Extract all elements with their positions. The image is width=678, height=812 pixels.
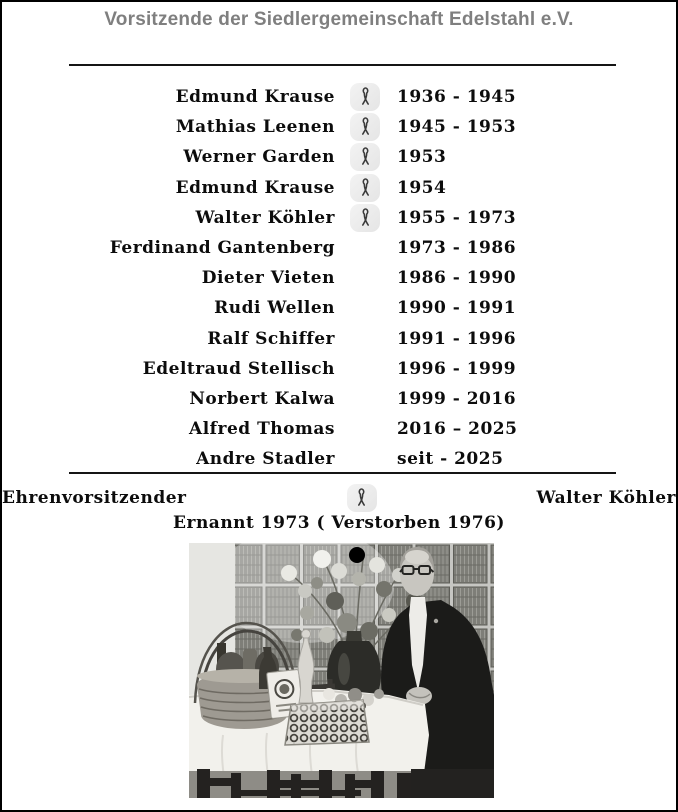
chairman-row (2, 112, 676, 142)
term-years: 1990 - 1991 (397, 298, 517, 319)
divider-top (69, 64, 616, 66)
chairman-name: Ralf Schiffer (207, 328, 335, 349)
historic-photo (189, 543, 494, 798)
mourning-ribbon-icon (350, 143, 380, 171)
honorary-note: Ernannt 1973 ( Verstorben 1976) (173, 513, 505, 533)
chairman-name: Alfred Thomas (189, 419, 335, 440)
chairman-name: Ferdinand Gantenberg (109, 238, 335, 259)
term-years: 1999 - 2016 (397, 388, 517, 409)
term-years: 2016 – 2025 (397, 419, 518, 440)
term-years: 1996 - 1999 (397, 358, 517, 379)
mourning-ribbon-icon (350, 113, 380, 141)
chairman-row (2, 414, 676, 444)
divider-bottom (69, 472, 616, 474)
chairman-row (2, 203, 676, 233)
chairman-row (2, 142, 676, 172)
term-years: 1986 - 1990 (397, 268, 517, 289)
chairman-row (2, 233, 676, 263)
honorary-name: Walter Köhler (536, 488, 676, 508)
chairman-name: Walter Köhler (195, 207, 335, 228)
honorary-chairman-row (2, 483, 676, 513)
patterned-gift-box (285, 700, 369, 745)
page-title: Vorsitzende der Siedlergemeinschaft Edelstahl e.V. (104, 9, 574, 30)
mourning-ribbon-icon (350, 204, 380, 232)
term-years: 1936 - 1945 (397, 87, 517, 108)
chair-legs (189, 769, 494, 798)
chairman-name: Rudi Wellen (214, 298, 335, 319)
chairman-row (2, 82, 676, 112)
chairman-row (2, 444, 676, 474)
chairman-name: Werner Garden (183, 147, 335, 168)
chairman-name: Mathias Leenen (175, 117, 335, 138)
term-years: seit - 2025 (397, 449, 504, 470)
chairman-name: Edmund Krause (175, 87, 335, 108)
chairman-row (2, 263, 676, 293)
chairman-row (2, 173, 676, 203)
chairman-name: Edeltraud Stellisch (142, 358, 335, 379)
chairman-row (2, 384, 676, 414)
photo-illustration (189, 543, 494, 798)
mourning-ribbon-icon (350, 83, 380, 111)
chairman-name: Andre Stadler (196, 449, 335, 470)
mourning-ribbon-icon (350, 174, 380, 202)
chairman-row (2, 354, 676, 384)
chairman-row (2, 293, 676, 323)
term-years: 1953 (397, 147, 447, 168)
term-years: 1945 - 1953 (397, 117, 517, 138)
term-years: 1954 (397, 177, 447, 198)
term-years: 1991 - 1996 (397, 328, 517, 349)
chairman-name: Dieter Vieten (201, 268, 335, 289)
chairmen-list (2, 82, 676, 474)
chairman-name: Norbert Kalwa (189, 388, 335, 409)
term-years: 1973 - 1986 (397, 238, 517, 259)
term-years: 1955 - 1973 (397, 207, 517, 228)
chairman-name: Edmund Krause (175, 177, 335, 198)
chairman-row (2, 324, 676, 354)
honorary-label: Ehrenvorsitzender (2, 488, 187, 508)
mourning-ribbon-icon (347, 484, 377, 512)
